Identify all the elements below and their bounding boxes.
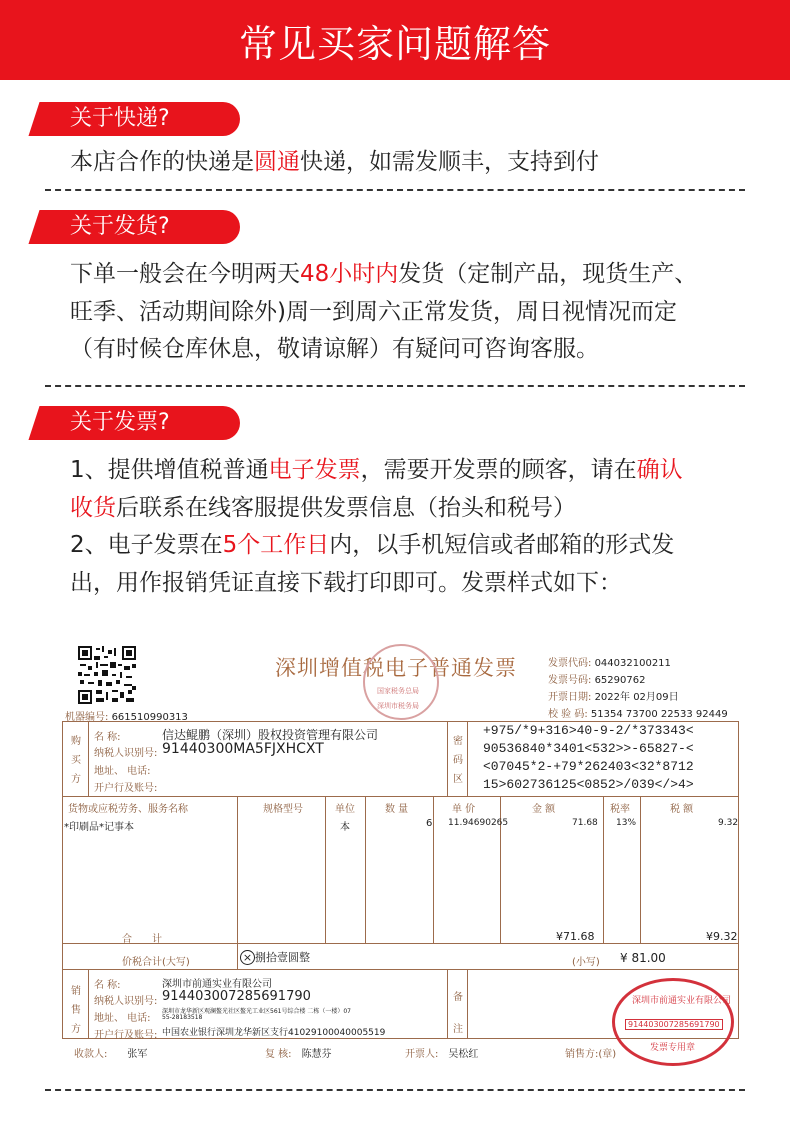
seller-phone: 55-28183518 [162, 1014, 203, 1021]
text: 后联系在线客服提供发票信息（抬头和税号） [116, 494, 576, 521]
label: 发票号码: [548, 675, 592, 686]
stamp-type: 发票专用章 [650, 1043, 696, 1053]
char: 方 [71, 774, 81, 785]
cipher-line: +975/*9+316>40-9-2/*373343< [483, 723, 694, 738]
value: 吴松红 [448, 1049, 479, 1060]
column-header: 税率 [610, 804, 630, 815]
item-quantity: 6 [426, 818, 433, 829]
highlight-text: 48小时内 [300, 261, 399, 287]
cipher-line: 90536840*3401<532>>-65827-< [483, 741, 694, 756]
char: 售 [71, 1005, 81, 1016]
section-tag-shipping [40, 102, 240, 136]
line: （有时候仓库休息，敬请谅解）有疑问可咨询客服。 [70, 336, 599, 362]
highlight-text: 圆通 [254, 149, 300, 175]
item-tax: 9.32 [718, 818, 739, 828]
total-cn-row [240, 949, 310, 965]
label: 地址、 电话: [94, 1013, 151, 1024]
page-title-banner [0, 0, 790, 80]
rule [62, 969, 739, 970]
buyer-side-label [71, 732, 81, 789]
rule [88, 721, 89, 796]
value: 661510990313 [111, 712, 188, 723]
stamp-tax-id: 914403007285691790 [625, 1019, 723, 1030]
section-tag-delivery [40, 210, 240, 244]
column-header: 规格型号 [263, 804, 303, 815]
value: 陈慧芬 [301, 1049, 332, 1060]
text: 2、电子发票在 [70, 532, 223, 558]
section-tag-label: 关于发货? [70, 214, 170, 239]
item-unit-price: 11.94690265 [448, 818, 509, 828]
rule [603, 796, 604, 943]
item-amount: 71.68 [572, 818, 598, 828]
line [70, 256, 750, 294]
rule [88, 969, 89, 1039]
highlight-text: 5个工作日 [222, 532, 330, 558]
column-header: 数 量 [385, 804, 409, 815]
label: 开户行及账号: [94, 1030, 158, 1041]
value: 张军 [127, 1049, 148, 1060]
total-label: 价税合计(大写) [122, 957, 190, 968]
value: 2022年 02月09日 [594, 692, 679, 703]
divider [45, 385, 745, 387]
label: 纳税人识别号: [94, 748, 158, 759]
label: 名 称: [94, 732, 121, 743]
shipping-paragraph [70, 144, 750, 182]
total-small: ¥ 81.00 [620, 951, 666, 965]
text: 快递，如需发顺丰，支持到付 [300, 149, 599, 175]
cipher-line: 15>602736125<0852>/039</>4> [483, 777, 694, 792]
seal-text: 国家税务总局 [377, 687, 419, 695]
rule [62, 943, 739, 944]
text: 发货（定制产品，现货生产、 [398, 261, 698, 287]
qr-code-icon [78, 646, 136, 704]
item-unit: 本 [340, 822, 350, 833]
line [70, 527, 750, 565]
invoice-paragraph [70, 452, 750, 602]
subtotal-amount: ¥71.68 [556, 930, 595, 943]
text: ，需要开发票的顾客，请在 [360, 457, 637, 483]
remark-side-label [453, 982, 463, 1046]
divider [45, 189, 745, 191]
cipher-line: <07045*2-+79*262403<32*8712 [483, 759, 694, 774]
highlight-text: 电子发票 [268, 457, 361, 483]
value: 51354 73700 22533 92449 [590, 709, 728, 720]
rule [325, 796, 326, 943]
line [70, 452, 750, 490]
rule [467, 721, 468, 796]
line [70, 490, 750, 528]
section-tag-label: 关于发票? [70, 410, 170, 435]
char: 买 [71, 755, 81, 766]
cipher-area [483, 722, 694, 794]
section-tag-label: 关于快递? [70, 106, 170, 131]
column-header: 货物或应税劳务、服务名称 [68, 804, 188, 815]
value: 65290762 [594, 675, 646, 686]
stamp-company: 深圳市前通实业有限公司 [632, 996, 732, 1006]
code-row [548, 654, 671, 669]
text: 本店合作的快递是 [70, 149, 254, 175]
page-title: 常见买家问题解答 [238, 21, 551, 66]
label: 校 验 码: [548, 709, 588, 720]
total-small-label: (小写) [572, 957, 600, 968]
divider [45, 1089, 745, 1091]
seller-name: 深圳市前通实业有限公司 [162, 979, 272, 990]
rule [237, 796, 238, 943]
item-name: *印刷品*记事本 [64, 822, 134, 833]
highlight-text: 收货 [70, 494, 116, 521]
total-chinese: 捌拾壹圆整 [255, 951, 310, 964]
seller-address: 深圳市龙华新区观澜鳌光社区鳌光工业区561号综合楼 二栋（一楼）07 [162, 1008, 351, 1015]
label: 机器编号: [65, 712, 109, 723]
column-header: 税 额 [670, 804, 694, 815]
invoice-title: 深圳增值税电子普通发票 [275, 656, 517, 680]
drawer-row [405, 1045, 478, 1060]
char: 注 [453, 1024, 463, 1035]
invoice-sample [60, 640, 745, 1065]
buyer-tax-id: 91440300MA5FJXHCXT [162, 741, 324, 757]
column-header: 单 价 [452, 804, 476, 815]
seller-stamp-label: 销售方:(章) [565, 1049, 617, 1060]
subtotal-label: 合 计 [122, 934, 162, 945]
rule [447, 969, 448, 1039]
text: 下单一般会在今明两天 [70, 261, 300, 287]
char: 方 [71, 1024, 81, 1035]
rule [62, 796, 739, 797]
column-header: 单位 [335, 804, 355, 815]
text: 1、提供增值税普通 [70, 457, 269, 483]
line: 出，用作报销凭证直接下载打印即可。发票样式如下： [70, 569, 622, 596]
delivery-paragraph [70, 256, 750, 369]
multiply-icon: × [240, 950, 255, 965]
highlight-text: 确认 [636, 457, 683, 483]
rule [237, 943, 238, 969]
char: 销 [71, 986, 81, 997]
line: 旺季、活动期间除外)周一到周六正常发货，周日视情况而定 [70, 298, 677, 325]
label: 开票日期: [548, 692, 592, 703]
text: 内，以手机短信或者邮箱的形式发 [329, 532, 675, 558]
char: 备 [453, 992, 463, 1003]
label: 复 核: [265, 1049, 292, 1060]
label: 开户行及账号: [94, 783, 158, 794]
number-row [548, 671, 645, 686]
label: 发票代码: [548, 658, 592, 669]
reviewer-row [265, 1045, 332, 1060]
label: 纳税人识别号: [94, 996, 158, 1007]
rule [433, 796, 434, 943]
label: 地址、 电话: [94, 766, 151, 777]
label: 收款人: [74, 1049, 108, 1060]
rule [467, 969, 468, 1039]
date-row [548, 688, 679, 703]
item-tax-rate: 13% [616, 818, 637, 828]
char: 码 [453, 755, 463, 766]
subtotal-tax: ¥9.32 [706, 930, 738, 943]
label: 名 称: [94, 980, 121, 991]
seal-text: 深圳市税务局 [377, 702, 419, 710]
payee-row [74, 1045, 147, 1060]
char: 区 [453, 774, 463, 785]
cipher-side-label [453, 732, 463, 789]
seller-tax-id: 914403007285691790 [162, 989, 311, 1004]
buyer-name: 信达鲲鹏（深圳）股权投资管理有限公司 [162, 728, 379, 742]
check-row [548, 705, 728, 720]
section-tag-invoice [40, 406, 240, 440]
char: 密 [453, 736, 463, 747]
rule [365, 796, 366, 943]
rule [640, 796, 641, 943]
label: 开票人: [405, 1049, 439, 1060]
char: 购 [71, 736, 81, 747]
value: 044032100211 [594, 658, 671, 669]
rule [447, 721, 448, 796]
seller-side-label [71, 982, 81, 1039]
column-header: 金 额 [532, 804, 556, 815]
seller-bank: 中国农业银行深圳龙华新区支行41029100040005519 [162, 1028, 386, 1038]
